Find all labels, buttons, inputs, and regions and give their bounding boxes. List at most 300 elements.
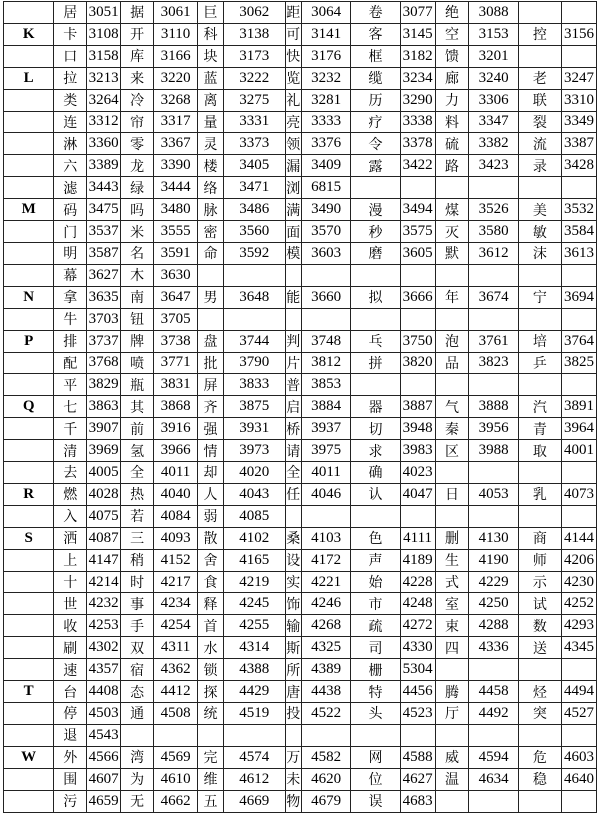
character-cell: 来 <box>121 67 154 89</box>
section-letter-cell: K <box>4 23 54 45</box>
code-cell <box>469 724 518 746</box>
character-cell: 命 <box>198 242 224 264</box>
code-cell: 4246 <box>301 593 350 615</box>
table-row <box>4 221 597 243</box>
character-cell: 拿 <box>54 286 87 308</box>
code-cell: 3603 <box>301 242 350 264</box>
character-cell <box>518 308 561 330</box>
character-cell: 卷 <box>351 2 400 24</box>
character-cell: 乳 <box>518 483 561 505</box>
character-cell: 式 <box>435 571 469 593</box>
character-cell: 强 <box>198 418 224 440</box>
character-cell: 汽 <box>518 396 561 418</box>
table-row <box>4 199 597 221</box>
code-cell <box>301 308 350 330</box>
code-cell: 4662 <box>154 790 198 812</box>
code-cell: 3166 <box>154 45 198 67</box>
character-cell <box>351 724 400 746</box>
code-cell: 3738 <box>154 330 198 352</box>
character-cell: 室 <box>435 593 469 615</box>
character-cell: 培 <box>518 330 561 352</box>
character-cell <box>285 505 301 527</box>
character-cell: 气 <box>435 396 469 418</box>
character-cell: 全 <box>121 462 154 484</box>
character-cell: 力 <box>435 89 469 111</box>
code-cell: 3605 <box>400 242 435 264</box>
code-cell: 3956 <box>469 418 518 440</box>
character-cell: 稳 <box>518 768 561 790</box>
code-cell <box>469 659 518 681</box>
code-cell: 3232 <box>301 67 350 89</box>
character-cell: 平 <box>54 374 87 396</box>
code-cell: 4047 <box>400 483 435 505</box>
character-cell: 若 <box>121 505 154 527</box>
character-cell: 楼 <box>198 155 224 177</box>
character-cell: 突 <box>518 703 561 725</box>
character-cell: 牛 <box>54 308 87 330</box>
character-cell: 取 <box>518 440 561 462</box>
section-letter-cell: Q <box>4 396 54 418</box>
character-cell: 硫 <box>435 133 469 155</box>
character-cell: 联 <box>518 89 561 111</box>
table-row <box>4 440 597 462</box>
code-cell: 3748 <box>301 330 350 352</box>
character-cell: 屏 <box>198 374 224 396</box>
section-letter-cell-empty <box>4 462 54 484</box>
code-cell <box>154 724 198 746</box>
code-cell: 3966 <box>154 440 198 462</box>
section-letter-cell-empty <box>4 659 54 681</box>
character-cell: 领 <box>285 133 301 155</box>
character-cell: 齐 <box>198 396 224 418</box>
code-cell: 4610 <box>154 768 198 790</box>
code-cell <box>223 724 285 746</box>
character-cell: 启 <box>285 396 301 418</box>
code-cell: 4053 <box>469 483 518 505</box>
code-cell <box>561 177 596 199</box>
code-cell: 3077 <box>400 2 435 24</box>
section-letter-cell-empty <box>4 418 54 440</box>
character-cell: 舍 <box>198 549 224 571</box>
character-cell: 脉 <box>198 199 224 221</box>
code-cell: 3825 <box>561 352 596 374</box>
character-cell: 特 <box>351 681 400 703</box>
character-cell: 零 <box>121 133 154 155</box>
character-cell: 无 <box>121 790 154 812</box>
character-cell <box>435 659 469 681</box>
code-cell: 3387 <box>561 133 596 155</box>
character-cell: 录 <box>518 155 561 177</box>
character-cell: 食 <box>198 571 224 593</box>
code-cell: 3532 <box>561 199 596 221</box>
code-cell <box>400 264 435 286</box>
code-cell <box>561 374 596 396</box>
character-cell <box>435 177 469 199</box>
code-cell <box>561 724 596 746</box>
code-cell: 4388 <box>223 659 285 681</box>
code-cell: 3744 <box>223 330 285 352</box>
code-cell: 3389 <box>87 155 121 177</box>
character-cell: 斯 <box>285 637 301 659</box>
code-cell: 4165 <box>223 549 285 571</box>
code-cell <box>400 724 435 746</box>
code-cell: 3983 <box>400 440 435 462</box>
code-cell: 3705 <box>154 308 198 330</box>
character-cell: 事 <box>121 593 154 615</box>
character-cell: 框 <box>351 45 400 67</box>
table-row <box>4 527 597 549</box>
code-cell: 4566 <box>87 746 121 768</box>
section-letter-cell-empty <box>4 615 54 637</box>
table-row <box>4 483 597 505</box>
code-cell: 3884 <box>301 396 350 418</box>
character-cell <box>435 374 469 396</box>
section-letter-cell: W <box>4 746 54 768</box>
character-cell <box>121 724 154 746</box>
section-letter-cell: M <box>4 199 54 221</box>
code-cell <box>223 264 285 286</box>
code-cell: 3820 <box>400 352 435 374</box>
character-cell: 开 <box>121 23 154 45</box>
code-cell: 4043 <box>223 483 285 505</box>
code-cell: 4254 <box>154 615 198 637</box>
character-cell: 米 <box>121 221 154 243</box>
character-cell: 器 <box>351 396 400 418</box>
character-cell: 面 <box>285 221 301 243</box>
code-cell: 3613 <box>561 242 596 264</box>
character-cell: 删 <box>435 527 469 549</box>
character-cell: 释 <box>198 593 224 615</box>
code-cell: 3306 <box>469 89 518 111</box>
code-cell: 4084 <box>154 505 198 527</box>
character-cell: 态 <box>121 681 154 703</box>
table-row <box>4 45 597 67</box>
character-cell: 龙 <box>121 155 154 177</box>
character-cell: 帘 <box>121 111 154 133</box>
code-cell <box>469 308 518 330</box>
character-cell: 输 <box>285 615 301 637</box>
character-cell <box>435 790 469 812</box>
character-cell: 司 <box>351 637 400 659</box>
character-cell: 馈 <box>435 45 469 67</box>
character-cell: 满 <box>285 199 301 221</box>
character-cell: 外 <box>54 746 87 768</box>
code-cell <box>561 790 596 812</box>
code-cell <box>469 177 518 199</box>
character-cell: 刷 <box>54 637 87 659</box>
code-cell: 4073 <box>561 483 596 505</box>
character-cell: 片 <box>285 352 301 374</box>
code-cell: 4023 <box>400 462 435 484</box>
character-cell: 头 <box>351 703 400 725</box>
character-cell <box>518 462 561 484</box>
character-cell: 为 <box>121 768 154 790</box>
code-cell: 3907 <box>87 418 121 440</box>
section-letter-cell-empty <box>4 374 54 396</box>
character-cell: 钮 <box>121 308 154 330</box>
code-cell: 3969 <box>87 440 121 462</box>
code-cell: 4229 <box>469 571 518 593</box>
code-cell: 3247 <box>561 67 596 89</box>
code-cell: 3220 <box>154 67 198 89</box>
section-letter-cell-empty <box>4 703 54 725</box>
table-row <box>4 242 597 264</box>
table-row <box>4 330 597 352</box>
code-cell: 3612 <box>469 242 518 264</box>
code-cell <box>561 462 596 484</box>
character-cell: 通 <box>121 703 154 725</box>
code-cell: 4250 <box>469 593 518 615</box>
character-cell: 烃 <box>518 681 561 703</box>
code-cell: 3158 <box>87 45 121 67</box>
code-cell: 3694 <box>561 286 596 308</box>
code-cell: 3213 <box>87 67 121 89</box>
code-cell: 3176 <box>301 45 350 67</box>
code-cell: 3891 <box>561 396 596 418</box>
code-cell: 4607 <box>87 768 121 790</box>
code-cell: 3145 <box>400 23 435 45</box>
character-cell: 普 <box>285 374 301 396</box>
code-cell: 3317 <box>154 111 198 133</box>
code-cell: 4569 <box>154 746 198 768</box>
character-cell: 裂 <box>518 111 561 133</box>
section-letter-cell-empty <box>4 221 54 243</box>
character-cell: 探 <box>198 681 224 703</box>
character-cell: 燃 <box>54 483 87 505</box>
section-letter-cell-empty <box>4 549 54 571</box>
character-cell: 瓶 <box>121 374 154 396</box>
code-cell: 4494 <box>561 681 596 703</box>
code-cell: 4232 <box>87 593 121 615</box>
character-cell: 入 <box>54 505 87 527</box>
character-cell: 宿 <box>121 659 154 681</box>
character-cell: 桥 <box>285 418 301 440</box>
code-cell: 3988 <box>469 440 518 462</box>
character-cell <box>351 374 400 396</box>
code-cell: 3234 <box>400 67 435 89</box>
table-row <box>4 111 597 133</box>
character-cell <box>518 45 561 67</box>
character-cell: 示 <box>518 571 561 593</box>
character-cell: 湾 <box>121 746 154 768</box>
code-cell: 3888 <box>469 396 518 418</box>
code-cell: 3829 <box>87 374 121 396</box>
code-cell: 3405 <box>223 155 285 177</box>
table-row <box>4 155 597 177</box>
code-cell: 4028 <box>87 483 121 505</box>
code-cell: 3331 <box>223 111 285 133</box>
code-cell: 4612 <box>223 768 285 790</box>
character-cell: 亮 <box>285 111 301 133</box>
code-cell: 4429 <box>223 681 285 703</box>
code-cell: 4130 <box>469 527 518 549</box>
character-cell: 快 <box>285 45 301 67</box>
character-cell <box>351 505 400 527</box>
code-cell: 3868 <box>154 396 198 418</box>
section-letter-cell-empty <box>4 242 54 264</box>
character-cell: 居 <box>54 2 87 24</box>
character-cell: 吗 <box>121 199 154 221</box>
character-cell: 库 <box>121 45 154 67</box>
code-cell: 4669 <box>223 790 285 812</box>
character-cell: 客 <box>351 23 400 45</box>
code-cell: 3422 <box>400 155 435 177</box>
character-cell: 令 <box>351 133 400 155</box>
code-cell: 3750 <box>400 330 435 352</box>
code-cell: 3666 <box>400 286 435 308</box>
code-cell: 4438 <box>301 681 350 703</box>
character-cell: 束 <box>435 615 469 637</box>
character-cell: 腾 <box>435 681 469 703</box>
code-cell: 3916 <box>154 418 198 440</box>
character-cell: 完 <box>198 746 224 768</box>
code-cell: 3964 <box>561 418 596 440</box>
code-cell: 4011 <box>154 462 198 484</box>
code-cell: 3275 <box>223 89 285 111</box>
character-cell: 声 <box>351 549 400 571</box>
character-cell: 确 <box>351 462 400 484</box>
code-cell: 3790 <box>223 352 285 374</box>
character-cell: 散 <box>198 527 224 549</box>
character-cell: 手 <box>121 615 154 637</box>
character-cell: 距 <box>285 2 301 24</box>
section-letter-cell-empty <box>4 768 54 790</box>
code-cell <box>561 505 596 527</box>
code-cell: 4325 <box>301 637 350 659</box>
code-cell: 3490 <box>301 199 350 221</box>
code-cell: 3494 <box>400 199 435 221</box>
character-cell: 厅 <box>435 703 469 725</box>
character-cell: 离 <box>198 89 224 111</box>
code-cell <box>400 308 435 330</box>
table-row <box>4 637 597 659</box>
code-cell: 4103 <box>301 527 350 549</box>
table-row <box>4 571 597 593</box>
character-cell <box>435 505 469 527</box>
code-cell: 3281 <box>301 89 350 111</box>
code-cell <box>561 659 596 681</box>
code-table-body <box>4 2 597 813</box>
code-cell: 4588 <box>400 746 435 768</box>
code-cell: 4627 <box>400 768 435 790</box>
code-cell: 3108 <box>87 23 121 45</box>
code-cell: 3737 <box>87 330 121 352</box>
character-cell: 人 <box>198 483 224 505</box>
table-row <box>4 23 597 45</box>
code-cell: 4314 <box>223 637 285 659</box>
code-cell: 4020 <box>223 462 285 484</box>
section-letter-cell-empty <box>4 440 54 462</box>
code-cell: 4228 <box>400 571 435 593</box>
code-cell: 4522 <box>301 703 350 725</box>
character-cell <box>198 264 224 286</box>
character-cell: 始 <box>351 571 400 593</box>
code-cell: 4527 <box>561 703 596 725</box>
code-cell: 3570 <box>301 221 350 243</box>
section-letter-cell-empty <box>4 111 54 133</box>
character-cell: 七 <box>54 396 87 418</box>
character-cell: 蓝 <box>198 67 224 89</box>
character-cell: 灭 <box>435 221 469 243</box>
character-cell: 喷 <box>121 352 154 374</box>
character-cell: 煤 <box>435 199 469 221</box>
section-letter-cell: L <box>4 67 54 89</box>
section-letter-cell-empty <box>4 593 54 615</box>
character-cell: 控 <box>518 23 561 45</box>
code-cell <box>561 264 596 286</box>
character-cell: 水 <box>198 637 224 659</box>
table-row <box>4 681 597 703</box>
character-cell: 全 <box>285 462 301 484</box>
character-cell: 温 <box>435 768 469 790</box>
code-cell: 4147 <box>87 549 121 571</box>
code-cell: 3173 <box>223 45 285 67</box>
section-letter-cell-empty <box>4 89 54 111</box>
character-cell: 围 <box>54 768 87 790</box>
code-cell: 3630 <box>154 264 198 286</box>
character-cell <box>198 724 224 746</box>
code-cell: 4040 <box>154 483 198 505</box>
code-cell: 4594 <box>469 746 518 768</box>
table-row <box>4 286 597 308</box>
code-cell: 4144 <box>561 527 596 549</box>
character-cell: 模 <box>285 242 301 264</box>
character-cell: 未 <box>285 768 301 790</box>
code-cell: 3051 <box>87 2 121 24</box>
character-cell: 时 <box>121 571 154 593</box>
character-cell: 威 <box>435 746 469 768</box>
character-cell <box>285 724 301 746</box>
code-cell: 3931 <box>223 418 285 440</box>
code-cell: 4288 <box>469 615 518 637</box>
code-cell: 4603 <box>561 746 596 768</box>
table-row <box>4 659 597 681</box>
character-cell: 量 <box>198 111 224 133</box>
table-row <box>4 374 597 396</box>
character-cell: 桑 <box>285 527 301 549</box>
code-cell: 3376 <box>301 133 350 155</box>
code-cell: 3423 <box>469 155 518 177</box>
character-cell: 码 <box>54 199 87 221</box>
character-cell: 商 <box>518 527 561 549</box>
character-cell: 色 <box>351 527 400 549</box>
character-cell: 口 <box>54 45 87 67</box>
code-cell: 3526 <box>469 199 518 221</box>
code-cell: 3823 <box>469 352 518 374</box>
code-cell: 4683 <box>400 790 435 812</box>
character-cell: 网 <box>351 746 400 768</box>
character-cell: 漫 <box>351 199 400 221</box>
code-cell: 3703 <box>87 308 121 330</box>
code-cell: 3240 <box>469 67 518 89</box>
character-cell: 饰 <box>285 593 301 615</box>
code-cell: 3222 <box>223 67 285 89</box>
code-cell: 4245 <box>223 593 285 615</box>
code-cell: 3648 <box>223 286 285 308</box>
code-cell: 3138 <box>223 23 285 45</box>
character-cell: 块 <box>198 45 224 67</box>
code-cell <box>469 264 518 286</box>
code-cell: 4659 <box>87 790 121 812</box>
code-cell: 4102 <box>223 527 285 549</box>
character-cell: 秒 <box>351 221 400 243</box>
character-cell: 疗 <box>351 111 400 133</box>
code-cell: 3475 <box>87 199 121 221</box>
character-cell: 情 <box>198 440 224 462</box>
code-cell: 3360 <box>87 133 121 155</box>
code-cell: 4085 <box>223 505 285 527</box>
character-cell: 科 <box>198 23 224 45</box>
